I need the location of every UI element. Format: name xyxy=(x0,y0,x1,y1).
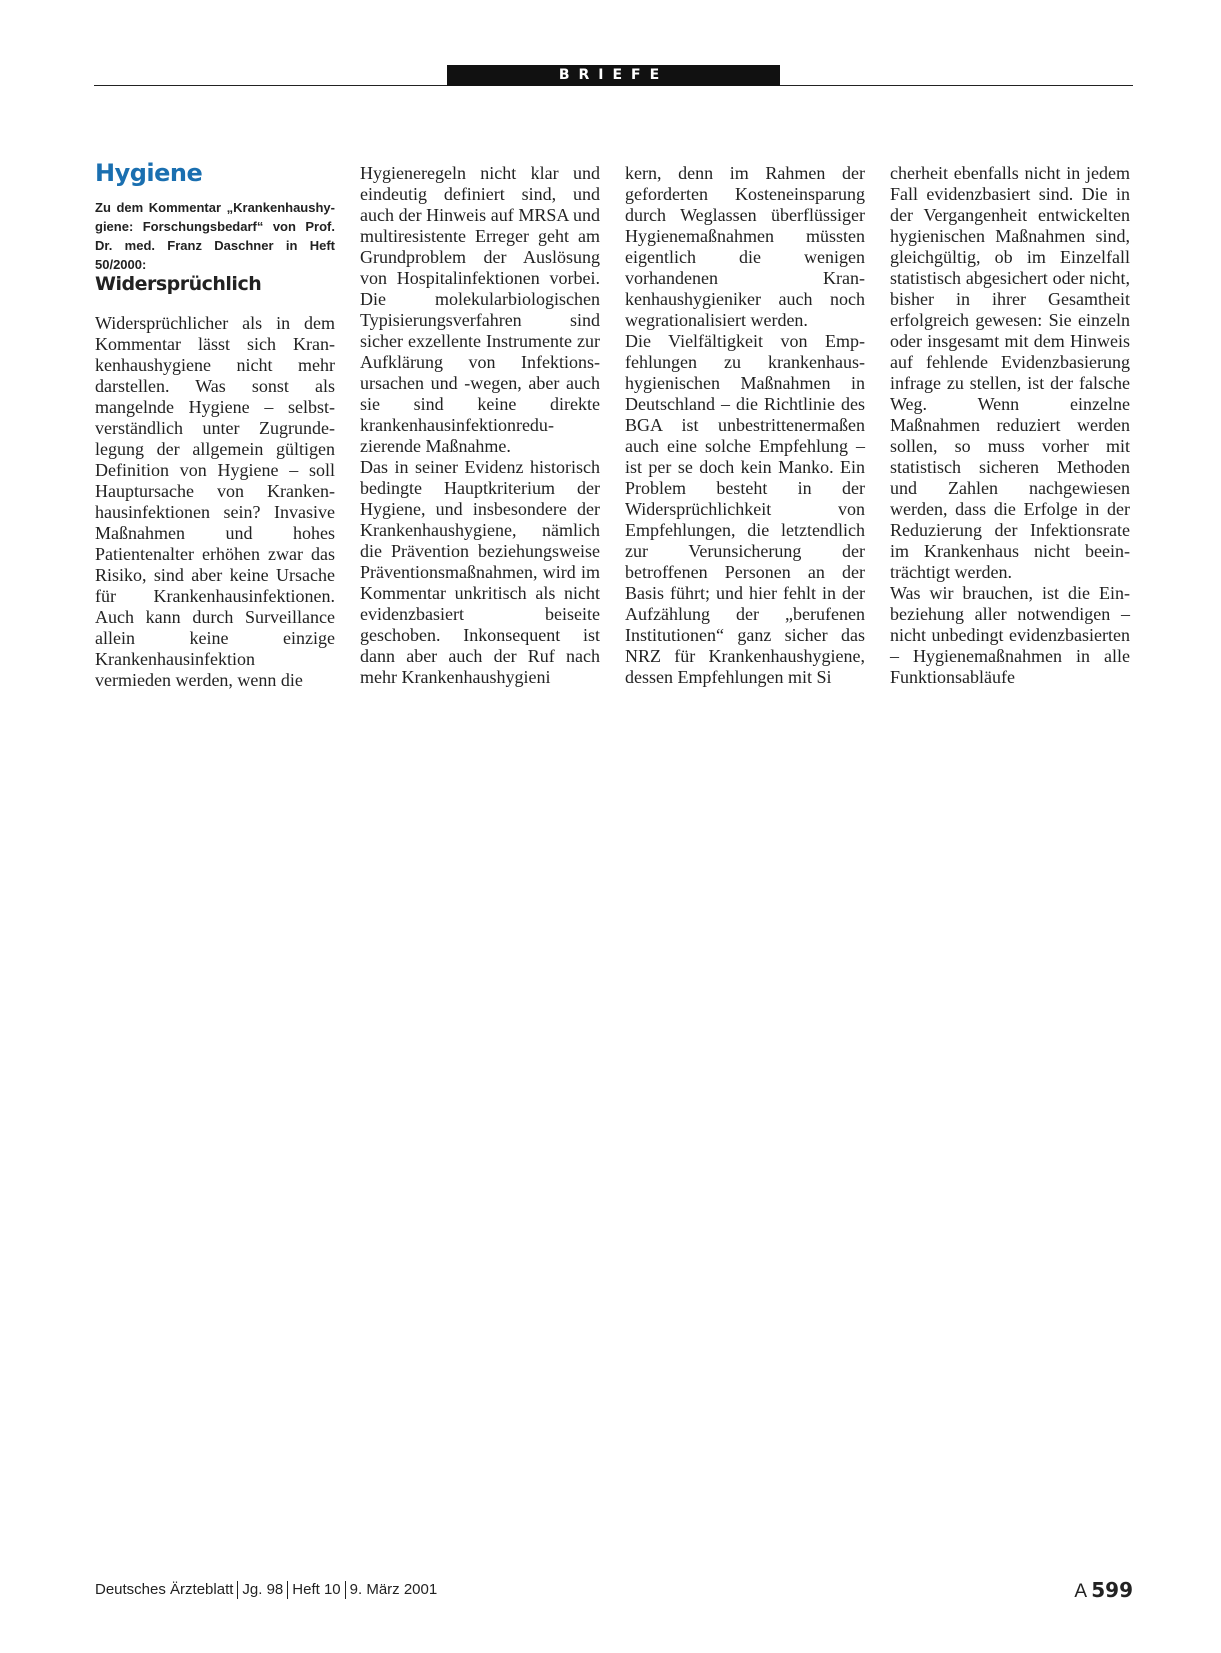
page-footer xyxy=(95,1578,1133,1605)
body-paragraph: cherheit ebenfalls nicht in jedem Fall evidenzbasiert sind. Die in der Vergangenheit entwickelten hygienischen Maßnahmen sind, gleichgültig, ob im Einzelfall statistisch abgesichert oder nicht, bisher in ihrer Gesamtheit erfolgreich gewesen: Sie einzeln oder insgesamt mit dem Hinweis auf fehlende Evidenzbasierung infrage zu stellen, ist der falsche Weg. Wenn einzelne Maßnahmen reduziert werden sollen, so muss vorher mit statistisch sicheren Methoden und Zahlen nachgewiesen werden, dass die Erfolge in der Reduzierung der Infektionsrate im Krankenhaus nicht beeinträchtigt werden. xyxy=(890,163,1130,582)
divider xyxy=(287,1581,288,1599)
page-number-value: 599 xyxy=(1091,1578,1133,1602)
article-section-title: Hygiene xyxy=(95,159,203,187)
page-prefix: A xyxy=(1074,1581,1086,1602)
issue-date: 9. März 2001 xyxy=(349,1581,438,1598)
article-intro: Zu dem Kommentar „Krankenhaushygiene: Forschungsbedarf“ von Prof. Dr. med. Franz Daschner in Heft 50/2000: xyxy=(95,200,335,272)
letter-headline: Widersprüchlich xyxy=(95,273,262,295)
page-number xyxy=(1074,1578,1133,1603)
body-paragraph: Widersprüchlicher als in dem Kommentar lässt sich Krankenhaushygiene nicht mehr darstellen. Was sonst als mangelnde Hygiene – selbstverständlich unter Zugrundelegung der allgemein gültigen Definition von Hygiene – soll Hauptursache von Krankenhausinfektionen sein? Invasive Maßnahmen und hohes Patientenalter erhöhen zwar das Risiko, sind aber keine Ursache für Krankenhausinfektionen. Auch kann durch Surveillance allein keine einzige Krankenhausinfektion vermieden werden, wenn die xyxy=(95,313,335,690)
column-3 xyxy=(625,163,865,688)
divider xyxy=(237,1581,238,1599)
body-paragraph: Das in seiner Evidenz historisch bedingte Hauptkriterium der Hygiene, und insbesondere der Krankenhaushygiene, nämlich die Prävention beziehungsweise Präventionsmaßnahmen, wird im Kommentar unkritisch als nicht evidenzbasiert beiseite geschoben. Inkonsequent ist dann aber auch der Ruf nach mehr Krankenhaushygieni xyxy=(360,457,600,687)
body-paragraph: kern, denn im Rahmen der geforderten Kosteneinsparung durch Weglassen überflüssiger Hygienemaßnahmen müssten eigentlich die wenigen vorhandenen Krankenhaushygieniker auch noch wegrationalisiert werden. xyxy=(625,163,865,330)
column-2 xyxy=(360,163,600,688)
body-paragraph: Hygieneregeln nicht klar und eindeutig definiert sind, und auch der Hinweis auf MRSA und multiresistente Erreger geht am Grundproblem der Auslösung von Hospitalinfektionen vorbei. Die molekularbiologischen Typisierungsverfahren sind sicher exzellente Instrumente zur Aufklärung von Infektionsursachen und -wegen, aber auch sie sind keine direkte krankenhausinfektionreduzierende Maßnahme. xyxy=(360,163,600,456)
body-paragraph: Was wir brauchen, ist die Einbeziehung aller notwendigen – nicht unbedingt evidenzbasierten – Hygienemaßnahmen in alle Funktionsabläufe xyxy=(890,583,1130,687)
body-paragraph: Die Vielfältigkeit von Empfehlungen zu krankenhaushygienischen Maßnahmen in Deutschland – die Richtlinie des BGA ist unbestrittenermaßen auch eine solche Empfehlung – ist per se doch kein Manko. Ein Problem besteht in der Widersprüchlichkeit von Empfehlungen, die letztendlich zur Verunsicherung der betroffenen Personen an der Basis führt; und hier fehlt in der Aufzählung der „berufenen Institutionen“ ganz sicher das NRZ für Krankenhaushygiene, dessen Empfehlungen mit Si xyxy=(625,331,865,687)
journal-name: Deutsches Ärzteblatt xyxy=(95,1581,234,1598)
section-label: BRIEFE xyxy=(447,65,780,86)
column-1 xyxy=(95,159,335,691)
issue: Heft 10 xyxy=(292,1581,341,1598)
footer-citation xyxy=(95,1581,1133,1599)
column-4 xyxy=(890,163,1130,688)
volume: Jg. 98 xyxy=(242,1581,284,1598)
divider xyxy=(345,1581,346,1599)
